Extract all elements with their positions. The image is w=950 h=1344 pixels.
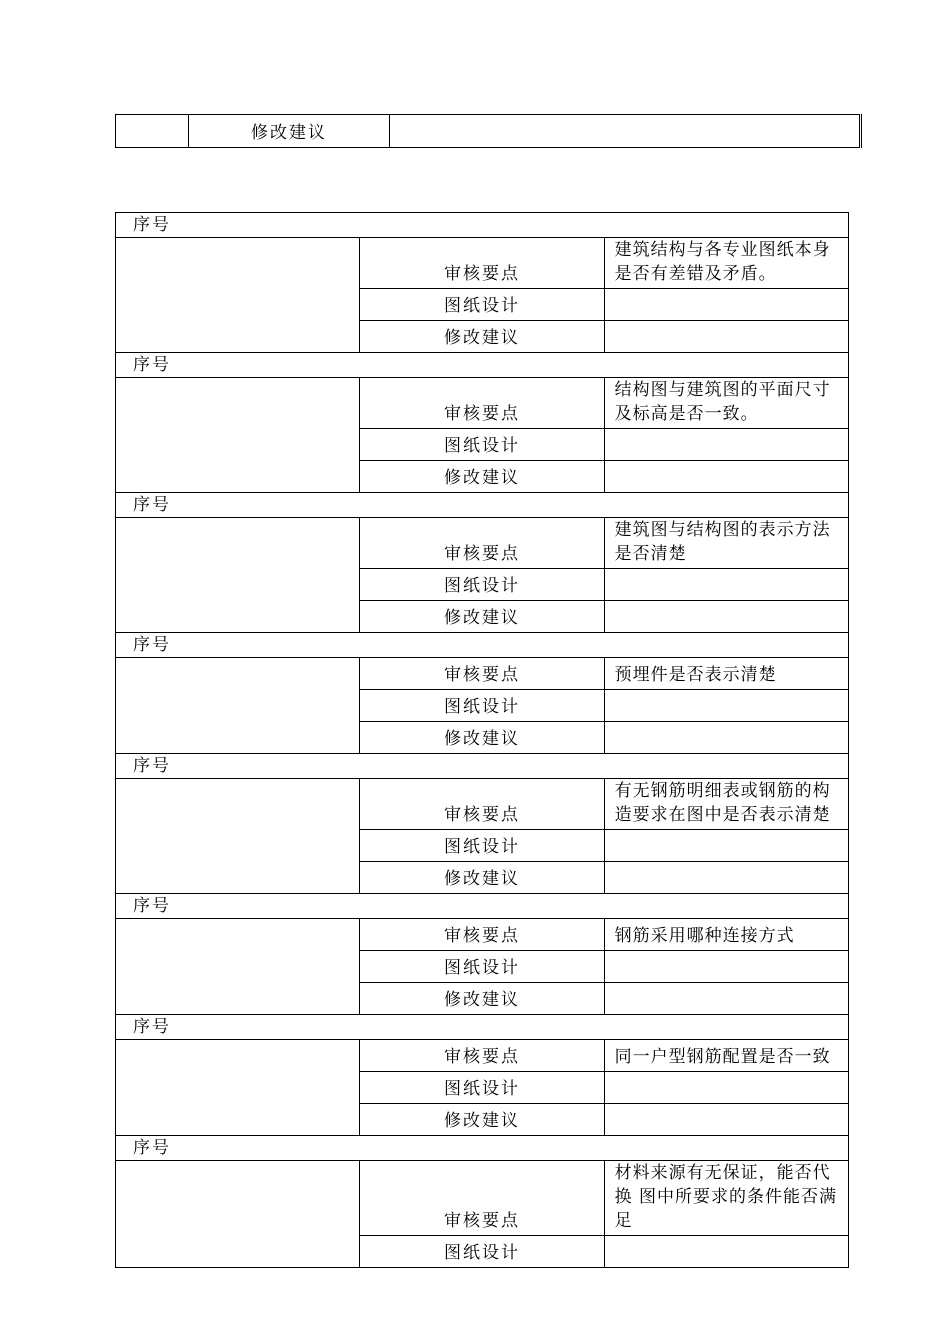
number-row: 序号 [116,754,849,779]
point-label: 审核要点 [360,238,604,289]
point-label: 审核要点 [360,779,604,830]
blank-cell [116,238,360,353]
number-row: 序号 [116,1015,849,1040]
point-label: 审核要点 [360,518,604,569]
blank-cell [116,378,360,493]
number-row: 序号 [116,493,849,518]
suggest-value [604,1104,848,1136]
suggest-value [604,601,848,633]
suggest-label: 修改建议 [360,321,604,353]
design-label: 图纸设计 [360,690,604,722]
point-value: 钢筋采用哪种连接方式 [604,919,848,951]
design-value [604,690,848,722]
blank-cell [116,779,360,894]
top-fragment-table [115,114,862,148]
point-value: 材料来源有无保证，能否代换 图中所要求的条件能否满足 [604,1161,848,1236]
suggest-label: 修改建议 [360,862,604,894]
point-value: 预埋件是否表示清楚 [604,658,848,690]
blank-cell [116,1040,360,1136]
point-label: 审核要点 [360,1040,604,1072]
point-label: 审核要点 [360,378,604,429]
suggest-label: 修改建议 [360,1104,604,1136]
design-value [604,289,848,321]
suggest-value [604,722,848,754]
suggest-value [604,321,848,353]
field-label: 修改建议 [189,115,390,148]
suggest-value [604,862,848,894]
design-label: 图纸设计 [360,569,604,601]
blank-cell [116,518,360,633]
design-value [604,1236,848,1268]
design-value [604,569,848,601]
suggest-value [604,983,848,1015]
blank-cell [116,919,360,1015]
review-table [115,212,849,1268]
number-row: 序号 [116,1136,849,1161]
point-value: 同一户型钢筋配置是否一致 [604,1040,848,1072]
design-label: 图纸设计 [360,1072,604,1104]
field-value [390,115,861,148]
design-label: 图纸设计 [360,429,604,461]
point-label: 审核要点 [360,658,604,690]
point-label: 审核要点 [360,919,604,951]
number-row: 序号 [116,633,849,658]
number-row: 序号 [116,213,849,238]
suggest-label: 修改建议 [360,461,604,493]
suggest-label: 修改建议 [360,601,604,633]
design-value [604,951,848,983]
design-label: 图纸设计 [360,951,604,983]
suggest-value [604,461,848,493]
design-value [604,429,848,461]
blank-cell [116,115,189,148]
point-value: 建筑结构与各专业图纸本身是否有差错及矛盾。 [604,238,848,289]
blank-cell [116,1161,360,1268]
number-row: 序号 [116,353,849,378]
design-value [604,830,848,862]
suggest-label: 修改建议 [360,722,604,754]
design-label: 图纸设计 [360,289,604,321]
design-label: 图纸设计 [360,830,604,862]
number-row: 序号 [116,894,849,919]
blank-cell [116,658,360,754]
point-value: 有无钢筋明细表或钢筋的构造要求在图中是否表示清楚 [604,779,848,830]
point-value: 结构图与建筑图的平面尺寸及标高是否一致。 [604,378,848,429]
design-value [604,1072,848,1104]
suggest-label: 修改建议 [360,983,604,1015]
point-value: 建筑图与结构图的表示方法是否清楚 [604,518,848,569]
point-label: 审核要点 [360,1161,604,1236]
design-label: 图纸设计 [360,1236,604,1268]
